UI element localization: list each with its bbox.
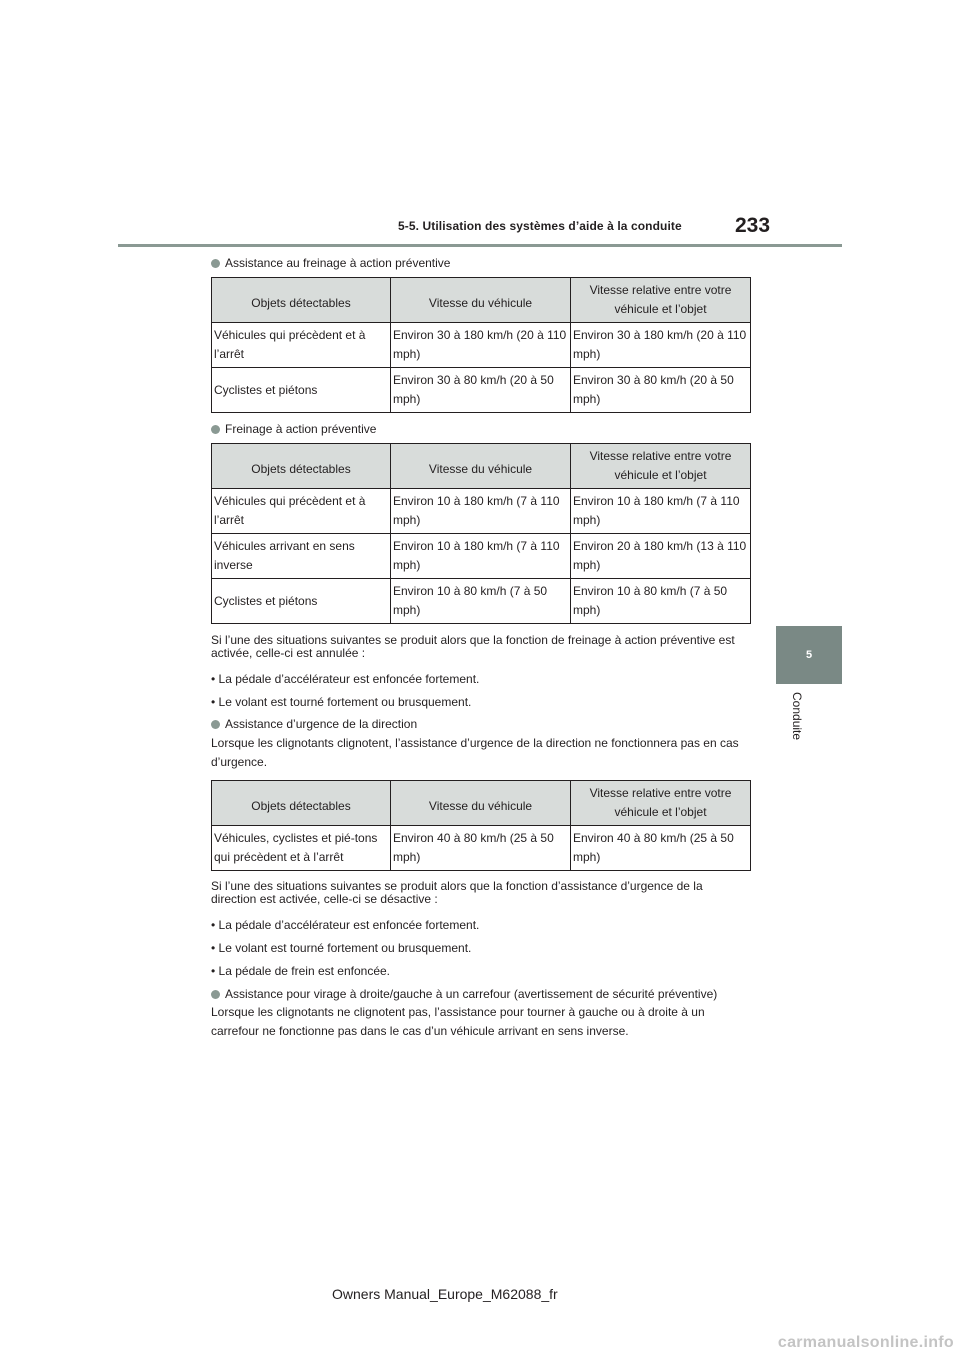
table-cell: Environ 10 à 180 km/h (7 à 110 mph) <box>391 534 571 579</box>
table-header-row <box>212 444 751 489</box>
table-row <box>212 579 751 624</box>
section-heading <box>211 987 717 1001</box>
table-cell: Véhicules qui précèdent et à l’arrêt <box>212 489 391 534</box>
table-header-cell: Vitesse relative entre votre véhicule et l’objet <box>571 278 751 323</box>
table-cell: Véhicules qui précèdent et à l’arrêt <box>212 323 391 368</box>
section-heading <box>211 422 376 436</box>
intro-paragraph: Lorsque les clignotants clignotent, l’assistance d’urgence de la direction ne fonctionnera pas en cas d’urgence. <box>211 736 739 769</box>
bullet-dot-icon <box>211 990 220 999</box>
table-row <box>212 323 751 368</box>
section-heading-text: Assistance pour virage à droite/gauche à un carrefour (avertissement de sécurité préventive) <box>225 987 718 1001</box>
table-header-cell: Vitesse relative entre votre véhicule et l’objet <box>571 444 751 489</box>
table-row <box>212 534 751 579</box>
spec-table <box>211 277 751 413</box>
table-row <box>212 368 751 413</box>
table-header-cell: Vitesse relative entre votre véhicule et l’objet <box>571 781 751 826</box>
table-cell: Environ 10 à 180 km/h (7 à 110 mph) <box>391 489 571 534</box>
section-heading <box>211 256 450 270</box>
section-heading-text: Assistance d’urgence de la direction <box>225 717 418 731</box>
table-cell: Environ 40 à 80 km/h (25 à 50 mph) <box>391 826 571 871</box>
table-cell: Environ 30 à 180 km/h (20 à 110 mph) <box>391 323 571 368</box>
bullet-dot-icon <box>211 425 220 434</box>
header-rule <box>118 244 842 247</box>
table-header-cell: Objets détectables <box>212 444 391 489</box>
table-cell: Environ 10 à 80 km/h (7 à 50 mph) <box>391 579 571 624</box>
watermark: carmanualsonline.info <box>777 1334 954 1351</box>
footer-document-id: Owners Manual_Europe_M62088_fr <box>332 1286 558 1302</box>
list-item: • La pédale d’accélérateur est enfoncée fortement. <box>211 918 480 932</box>
list-item: • La pédale de frein est enfoncée. <box>211 964 390 978</box>
table-cell: Environ 10 à 80 km/h (7 à 50 mph) <box>571 579 751 624</box>
table-header-cell: Objets détectables <box>212 278 391 323</box>
table-cell: Environ 20 à 180 km/h (13 à 110 mph) <box>571 534 751 579</box>
note-paragraph: Si l’une des situations suivantes se produit alors que la fonction de freinage à action préventive est activée, celle-ci est annulée : <box>211 633 735 660</box>
table-cell: Environ 40 à 80 km/h (25 à 50 mph) <box>571 826 751 871</box>
table-row <box>212 489 751 534</box>
table-header-row <box>212 781 751 826</box>
table-cell: Environ 30 à 80 km/h (20 à 50 mph) <box>391 368 571 413</box>
table-cell: Véhicules, cyclistes et pié-tons qui précèdent et à l’arrêt <box>212 826 391 871</box>
table-cell: Environ 30 à 180 km/h (20 à 110 mph) <box>571 323 751 368</box>
chapter-number: 5 <box>805 649 813 661</box>
section-heading-text: Freinage à action préventive <box>225 422 377 436</box>
section-title: 5-5. Utilisation des systèmes d’aide à la conduite <box>398 219 682 233</box>
table-header-row <box>212 278 751 323</box>
table-cell: Cyclistes et piétons <box>212 368 391 413</box>
list-item: • Le volant est tourné fortement ou brusquement. <box>211 695 472 709</box>
page-number: 233 <box>735 214 771 237</box>
table-header-cell: Vitesse du véhicule <box>391 781 571 826</box>
list-item: • La pédale d’accélérateur est enfoncée fortement. <box>211 672 480 686</box>
section-heading <box>211 717 417 731</box>
table-header-cell: Objets détectables <box>212 781 391 826</box>
table-cell: Cyclistes et piétons <box>212 579 391 624</box>
chapter-tab <box>776 626 842 684</box>
chapter-label: Conduite <box>790 692 804 741</box>
bullet-dot-icon <box>211 259 220 268</box>
table-cell: Véhicules arrivant en sens inverse <box>212 534 391 579</box>
bullet-dot-icon <box>211 720 220 729</box>
table-header-cell: Vitesse du véhicule <box>391 278 571 323</box>
table-cell: Environ 30 à 80 km/h (20 à 50 mph) <box>571 368 751 413</box>
spec-table <box>211 780 751 871</box>
table-cell: Environ 10 à 180 km/h (7 à 110 mph) <box>571 489 751 534</box>
table-row <box>212 826 751 871</box>
intro-paragraph: Lorsque les clignotants ne clignotent pas, l’assistance pour tourner à gauche ou à droite à un carrefour ne fonctionne pas dans le cas d’un véhicule arrivant en sens inverse. <box>211 1005 705 1038</box>
note-paragraph: Si l’une des situations suivantes se produit alors que la fonction d’assistance d’urgence de la direction est activée, celle-ci se désactive : <box>211 879 703 906</box>
section-heading-text: Assistance au freinage à action préventive <box>225 256 451 270</box>
list-item: • Le volant est tourné fortement ou brusquement. <box>211 941 472 955</box>
table-header-cell: Vitesse du véhicule <box>391 444 571 489</box>
spec-table <box>211 443 751 624</box>
